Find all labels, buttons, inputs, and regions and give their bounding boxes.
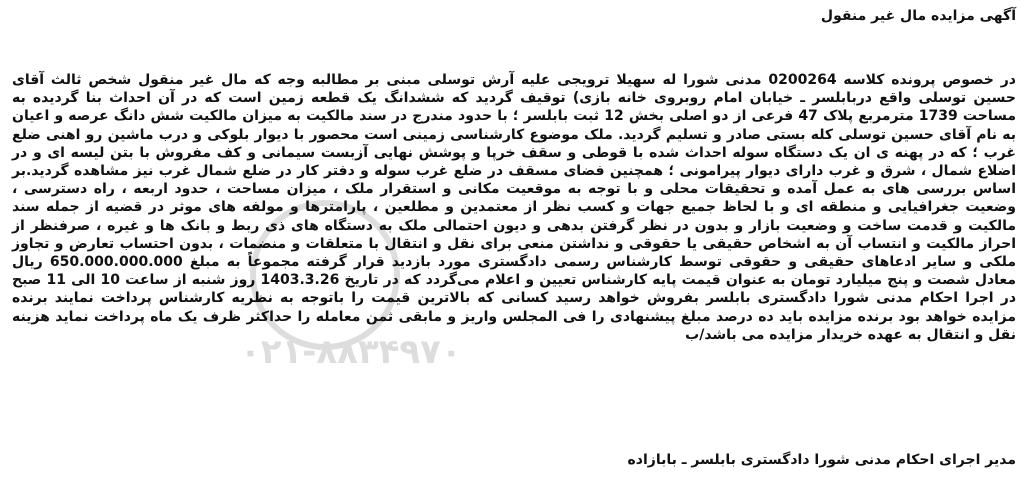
notice-signature: مدیر اجرای احکام مدنی شورا دادگستری بابلسر ـ بابازاده bbox=[627, 452, 1016, 468]
watermark-phone: ۰۲۱-۸۸۳۴۹۷۰ bbox=[240, 332, 462, 372]
notice-title: آگهی مزایده مال غیر منقول bbox=[820, 8, 1016, 24]
notice-body: در خصوص پرونده کلاسه 0200264 مدنی شورا له سهیلا ترویجی علیه آرش توسلی مبنی بر مطالبه وجه که مال غیر منقول شخص ثالث آقای حسین توسلی واقع دربابلسر ـ خیابان امام روبروی خانه بازی) توقیف گردید که ششدانگ یک قطعه زمین است که در آن احداث بنا گردیده به مساحت 1739 مترمربع پلاک 47 فرعی از دو اصلی بخش 12 ثبت بابلسر ؛ با حدود مندرج در سند مالکیت به میزان مالکیت شش دانگ عرصه و اعیان به نام آقای حسین توسلی کله بستی صادر و تسلیم گردید. ملک موضوع کارشناسی زمینی است محصور با دیوار بلوکی و درب ماشین رو اهنی ضلع غرب ؛ که در پهنه ی ان یک دستگاه سوله احداث شده با قوطی و سقف خرپا و پوشش نهایی آزبست سیمانی و کف مفروش با بتن لیسه ای و در اضلاع شمال ، شرق و غرب دارای دیوار پیرامونی ؛ همچنین فضای مسقف در ضلع غرب سوله و دفتر کار در ضلع شمال غرب نیز مشاهده گردید.بر اساس بررسی های به عمل آمده و تحقیقات محلی و با توجه به موقعیت مکانی و استقرار ملک ، میزان مساحت ، حدود اربعه ، راه دسترسی ، وضعیت جغرافیایی و منطقه ای و با لحاظ جمیع جهات و کسب نظر از معتمدین و مطلعین ، پارامترها و مولفه های موثر در قضیه از جمله سند مالکیت و قدمت ساخت و وضعیت بازار و بدون در نظر گرفتن بدهی و دیون احتمالی ملک به دستگاه های ذی ربط و بانک ها و غیره ، صرفنظر از احراز مالکیت و انتساب آن به اشخاص حقیقی یا حقوقی و نداشتن منعی برای نقل و انتقال با متعلقات و منضمات ، بدون احتساب تعارض و تجاوز ملکی و سایر ادعاهای حقیقی و حقوقی توسط کارشناس رسمی دادگستری مورد بازدید قرار گرفته مجموعاً به مبلغ 650.000.000.000 ریال معادل شصت و پنج میلیارد تومان به عنوان قیمت پایه کارشناس تعیین و اعلام می‌گردد که در تاریخ 1403.3.26 روز شنبه از ساعت 10 الی 11 صبح در اجرا احکام مدنی شورا دادگستری بابلسر بفروش خواهد رسید کسانی که بالاترین قیمت را باتوجه به نظریه کارشناس پرداخت نمایند برنده مزایده خواهد بود برنده مزایده باید ده درصد مبلغ پیشنهادی را فی المجلس واریز و مابقی ثمن معامله را حداکثر ظرف یک ماه پرداخت نماید هزینه نقل و انتقال به عهده خریدار مزایده می باشد/ب bbox=[12, 72, 1017, 343]
